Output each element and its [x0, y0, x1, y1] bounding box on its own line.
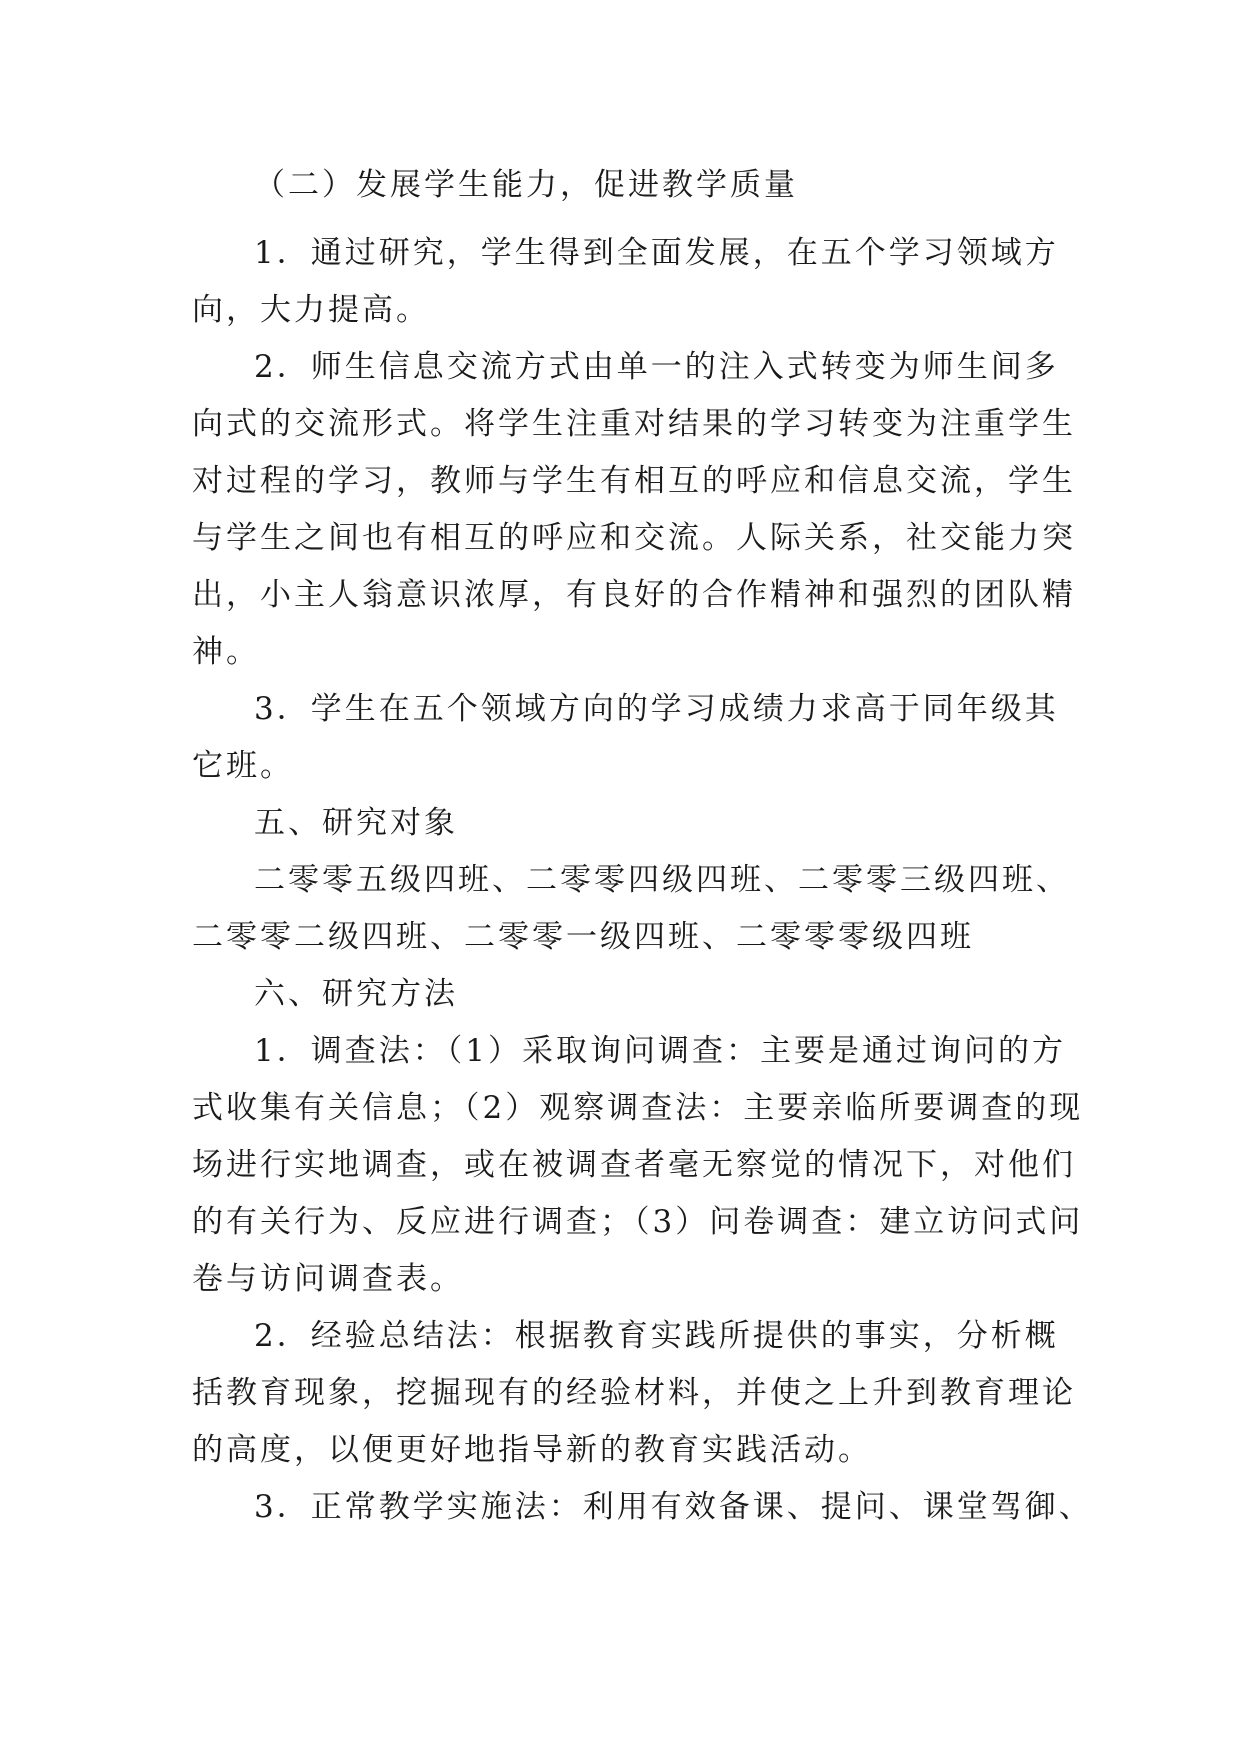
paragraph-line: 2．经验总结法：根据教育实践所提供的事实，分析概 — [254, 1318, 1059, 1354]
paragraph-line: 向式的交流形式。将学生注重对结果的学习转变为注重学生 — [192, 406, 1076, 442]
paragraph-line: 1．调查法：（1）采取询问调查：主要是通过询问的方 — [254, 1033, 1066, 1069]
paragraph-line: 二零零二级四班、二零零一级四班、二零零零级四班 — [192, 919, 974, 955]
paragraph-line: 出，小主人翁意识浓厚，有良好的合作精神和强烈的团队精 — [192, 577, 1076, 613]
paragraph-line: 二零零五级四班、二零零四级四班、二零零三级四班、 — [254, 862, 1070, 898]
section-heading: （二）发展学生能力，促进教学质量 — [254, 167, 798, 203]
section-heading: 六、研究方法 — [254, 976, 458, 1012]
paragraph-line: 的高度，以便更好地指导新的教育实践活动。 — [192, 1432, 872, 1468]
paragraph-line: 的有关行为、反应进行调查；（3）问卷调查：建立访问式问 — [192, 1204, 1084, 1240]
section-heading: 五、研究对象 — [254, 805, 458, 841]
paragraph-line: 场进行实地调查，或在被调查者毫无察觉的情况下，对他们 — [192, 1147, 1076, 1183]
paragraph-line: 式收集有关信息；（2）观察调查法：主要亲临所要调查的现 — [192, 1090, 1084, 1126]
paragraph-line: 与学生之间也有相互的呼应和交流。人际关系，社交能力突 — [192, 520, 1076, 556]
paragraph-line: 括教育现象，挖掘现有的经验材料，并使之上升到教育理论 — [192, 1375, 1076, 1411]
paragraph-line: 3．正常教学实施法：利用有效备课、提问、课堂驾御、 — [254, 1489, 1093, 1525]
paragraph-line: 它班。 — [192, 748, 294, 784]
paragraph-line: 1．通过研究，学生得到全面发展，在五个学习领域方 — [254, 235, 1059, 271]
paragraph-line: 向，大力提高。 — [192, 292, 430, 328]
paragraph-line: 神。 — [192, 634, 260, 670]
paragraph-line: 卷与访问调查表。 — [192, 1261, 464, 1297]
paragraph-line: 2．师生信息交流方式由单一的注入式转变为师生间多 — [254, 349, 1059, 385]
paragraph-line: 对过程的学习，教师与学生有相互的呼应和信息交流，学生 — [192, 463, 1076, 499]
paragraph-line: 3．学生在五个领域方向的学习成绩力求高于同年级其 — [254, 691, 1059, 727]
